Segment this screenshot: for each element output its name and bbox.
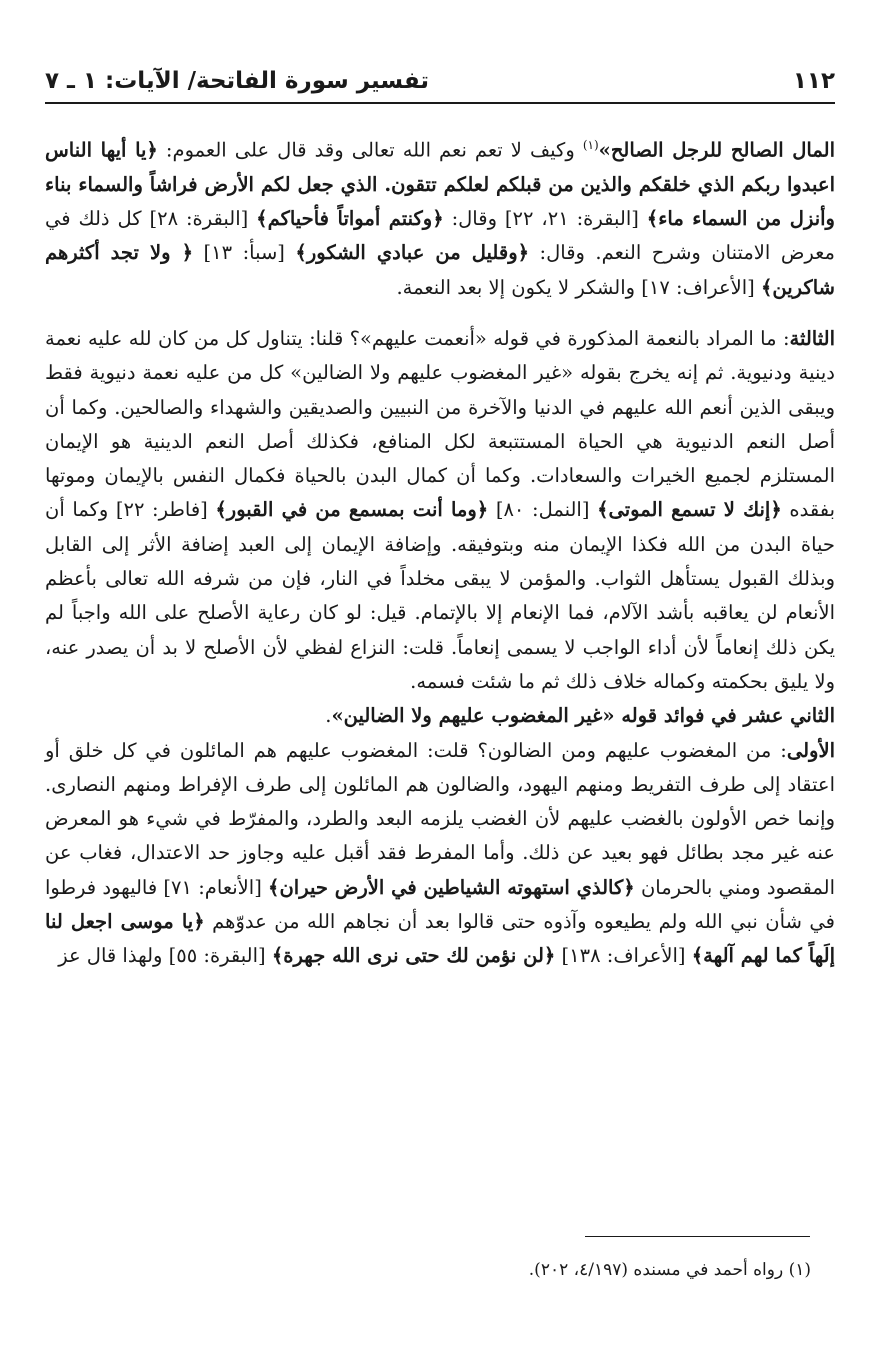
page-header: [45, 62, 835, 104]
quran-verse: ﴿وما أنت بمسمع من في القبور﴾: [215, 498, 489, 522]
heading-text: الثاني عشر في فوائد قوله «غير المغضوب عليهم ولا الضالين»: [331, 704, 835, 728]
text-run: [فاطر: ٢٢] وكما أن حياة البدن من الله فكذا الإيمان منه وبتوفيقه. وإضافة الإيمان إلى العبد إضافة الأثر إلى القابل وبذلك القبول يستأهل الثواب. والمؤمن لا يبقى مخلداً في النار، فإن من شرفه الله تعالى بأعظم الأنعام لن يعاقبه بأشد الآلام، فما الإنعام إلا بالإتمام. قيل: لو كان رعاية الأصلح على الله واجباً لم يكن ذلك إنعاماً لأن أداء الواجب لا يسمى إنعاماً. قلت: النزاع لفظي لأن الأصلح لا بد أن يصدر عنه، ولا يليق بحكمته وكماله خلاف ذلك ثم ما شئت فسمه.: [45, 498, 835, 693]
quran-verse: ﴿إنك لا تسمع الموتى﴾: [597, 498, 782, 522]
text-run: [الأعراف: ١٣٨]: [555, 944, 692, 968]
paragraph-2: [45, 322, 835, 699]
heading-end: .: [325, 704, 332, 728]
quran-verse: ﴿وقليل من عبادي الشكور﴾: [295, 241, 530, 265]
text-run: [سبأ: ١٣]: [193, 241, 296, 265]
footnote-separator: [585, 1236, 810, 1237]
text-run: [البقرة: ٥٥] ولهذا قال عز: [58, 944, 272, 968]
text-run: [الأعراف: ١٧] والشكر لا يكون إلا بعد النعمة.: [396, 275, 761, 299]
footnote: (١) رواه أحمد في مسنده (٤/١٩٧، ٢٠٢).: [528, 1260, 811, 1280]
text-run: [البقرة: ٢١، ٢٢] وقال:: [443, 207, 647, 231]
quran-verse: ﴿يا موسى اجعل لنا إلَهاً كما لهم آلهة﴾: [45, 910, 835, 968]
text-run: : ما المراد بالنعمة المذكورة في قوله «أنعمت عليهم»؟ قلنا: يتناول كل من كان لله عليه نعمة دينية ودنيوية. ثم إنه يخرج بقوله «غير المغضوب عليهم ولا الضالين» كل من عليه نعمة دنيوية فقط ويبقى الذين أنعم الله عليهم في الدنيا والآخرة من النبيين والصديقين والشهداء والصالحين. وكما أن أصل النعم الدنيوية هي الحياة المستتبعة لكل المنافع، فكذلك أصل النعم الدينية هو الإيمان المستلزم لجميع الخيرات والسعادات. وكما أن كمال البدن بالحياة فكمال النفس بالإيمان وموتها بفقده: [45, 326, 835, 522]
text-run: وكيف لا تعم نعم الله تعالى وقد قال على العموم:: [157, 138, 583, 162]
section-label: الثالثة: [789, 326, 835, 350]
paragraph-1: [45, 128, 835, 305]
quran-verse: ﴿لن نؤمن لك حتى نرى الله جهرة﴾: [271, 944, 556, 968]
bold-phrase: المال الصالح للرجل الصالح»: [598, 138, 835, 162]
main-text: [45, 128, 835, 974]
text-run: [الأنعام: ٧١] فاليهود فرطوا في شأن نبي الله ولم يطيعوه وآذوه حتى قالوا بعد أن نجاهم الله من عدوّهم: [45, 875, 835, 934]
footnote-marker: (١): [582, 138, 599, 152]
running-head: تفسير سورة الفاتحة/ الآيات: ١ ـ ٧: [45, 68, 430, 94]
quran-verse: ﴿يا أيها الناس اعبدوا ربكم الذي خلقكم والذين من قبلكم لعلكم تتقون. الذي جعل لكم الأرض فراشاً والسماء بناء وأنزل من السماء ماء﴾: [45, 138, 835, 231]
section-heading: [45, 699, 835, 733]
quran-verse: ﴿ ولا تجد أكثرهم شاكرين﴾: [45, 241, 835, 299]
text-run: [البقرة: ٢٨] كل ذلك في معرض الامتنان وشرح النعم. وقال:: [45, 207, 836, 265]
paragraph-3: [45, 734, 835, 974]
text-run: [النمل: ٨٠]: [488, 498, 598, 522]
quran-verse: ﴿وكنتم أمواتاً فأحياكم﴾: [256, 207, 444, 231]
quran-verse: ﴿كالذي استهوته الشياطين في الأرض حيران﴾: [268, 875, 635, 899]
page-number: ١١٢: [792, 68, 835, 94]
section-label: الأولى: [786, 738, 835, 762]
text-run: : من المغضوب عليهم ومن الضالون؟ قلت: المغضوب عليهم هم المائلون في كل خلق أو اعتقاد إلى طرف التفريط ومنهم اليهود، والضالون هم المائلون إلى طرف الإفراط ومنهم النصارى. وإنما خص الأولون بالغضب عليهم لأن الغضب يلزمه البعد والطرد، والمفرّط في شيء هو المعرض عنه غير مجد بطائل فهو بعيد عن ذلك. وأما المفرط فقد أقبل عليه وجاوز حد الاعتدال، فغاب عن المقصود ومني بالحرمان: [45, 738, 835, 899]
